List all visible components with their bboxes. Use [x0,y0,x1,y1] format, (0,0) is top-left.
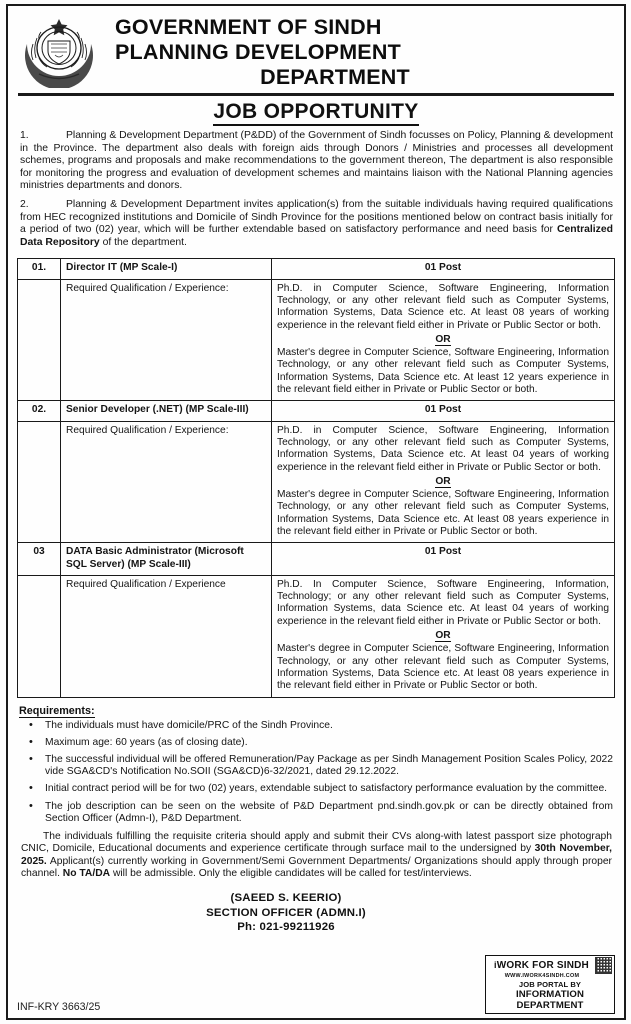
paragraph-1-text: Planning & Development Department (P&DD) of the Government of Sindh focusses on Policy, Planning & development in the Province. The department also deals with foreign aids through Donors / Ministries and processes all development schemes, programs and proposals and make recommendations to the government thereon, The department is also responsible for monitoring the progress and evaluation of development schemes and maintains liaison with the National Planning agencies ministries departments and donors. [20,130,613,192]
qualification-label: Required Qualification / Experience: [61,421,272,543]
qualification-label: Required Qualification / Experience: [61,279,272,401]
position-title: Director IT (MP Scale-I) [61,259,272,279]
job-portal-badge [485,955,615,1014]
position-index: 01. [18,259,61,279]
list-item: • The individuals must have domicile/PRC of the Sindh Province. [21,720,613,733]
position-posts: 01 Post [272,401,615,421]
or-label: OR [435,333,451,345]
portal-url: WWW.IWORK4SINDH.COM [504,973,580,979]
position-index: 02. [18,401,61,421]
document-header [17,11,615,90]
list-item: • The job description can be seen on the website of P&D Department pnd.sindh.gov.pk or can be directly obtained from Section Officer (Admn-I), P&D Department. [21,801,613,826]
paragraph-2-text-after: of the department. [99,236,187,248]
position-index-spacer [18,575,61,697]
qr-code-icon [595,957,612,974]
closing-part-3: will be admissible. Only the eligible candidates will be called for test/interviews. [110,868,472,880]
qualification-body [272,575,615,697]
signature-block [17,891,615,935]
signatory-designation: SECTION OFFICER (ADMN.I) [206,906,366,919]
qualification-body [272,421,615,543]
job-opportunity-banner [17,100,615,124]
paragraph-2-text-before: Planning & Development Department invites application(s) from the suitable individuals having required qualifications from HEC recognized institutions and Domicile of Sindh Province for the positions mentioned below on contract basis initially for a period of two (02) year, which will be further extendable based on satisfactory performance and need basis for [20,198,613,236]
positions-table [17,258,615,697]
or-label: OR [435,630,451,642]
inf-reference-number: INF-KRY 3663/25 [17,1001,101,1013]
or-separator [277,334,609,346]
or-label: OR [435,475,451,487]
table-row [18,401,615,421]
job-opportunity-title: JOB OPPORTUNITY [213,100,418,126]
qualification-phd: Ph.D. In Computer Science, Software Engineering, Information, Technology; or any other relevant field such as Computer Systems, Information Systems, data Science etc. At least 04 years of working experience in the relevant field either in Private or Public Sector or both. [277,578,609,627]
qualification-phd: Ph.D. in Computer Science, Software Engineering, Information Technology, or any other relevant field such as Computer Systems, Information Systems, Data Science etc. At least 08 years of working experience in the relevant field either in Private or Public Sector or both. [277,282,609,331]
portal-brand-text: WORK FOR SINDH [496,960,589,971]
or-separator [277,476,609,488]
header-line-2: PLANNING DEVELOPMENT [115,40,401,64]
intro-paragraph-2 [20,199,613,249]
portal-brand-prefix: i [494,960,497,970]
qualification-masters: Master's degree in Computer Science, Software Engineering, Information Technology, or any other relevant field such as Computer Systems, Information Systems, Data Science etc. At least 08 years experience in the relevant field either in Private or Public Sector or both. [277,643,609,692]
portal-brand-row [488,957,612,974]
position-posts: 01 Post [272,259,615,279]
centralized-data-repository-emphasis: Centralized Data Repository [20,224,613,248]
position-index-spacer [18,421,61,543]
closing-part-1: The individuals fulfilling the requisite criteria should apply and submit their CVs along-with latest passport size photograph CNIC, Domicile, Educational documents and experience certificate through surface mail to the undersigned by [21,830,612,855]
paragraph-2-number: 2. [20,198,29,210]
closing-part-2: Applicant(s) currently working in Government/Semi Government Departments/ Organizations should apply through proper channel. [21,855,612,880]
table-row [18,575,615,697]
qualification-masters: Master's degree in Computer Science, Software Engineering, Information Technology, or any other relevant field such as Computer Systems, Information Systems, Data Science etc. At least 08 years experience in the relevant field either in Private or Public Sector or both. [277,489,609,537]
requirements-heading-text: Requirements: [19,704,95,717]
position-title: DATA Basic Administrator (Microsoft SQL Server) (MP Scale-III) [61,543,272,576]
portal-brand [488,960,595,971]
application-instructions [21,831,612,881]
list-item: • Initial contract period will be for two (02) years, extendable subject to satisfactory performance evaluation by the committee. [21,783,613,796]
header-line-3: DEPARTMENT [260,65,410,89]
header-titles [101,13,615,90]
document-footer [17,955,615,1014]
qualification-label: Required Qualification / Experience [61,575,272,697]
closing-date: 30th November, 2025. [21,843,612,867]
position-posts: 01 Post [272,543,615,576]
qualification-phd: Ph.D. in Computer Science, Software Engineering, Information Technology, or any other relevant field such as Computer Systems, Information Systems, Data Science etc. At least 04 years of working experience in the relevant field either in Private or Public Sector or both. [277,424,609,473]
table-row [18,259,615,279]
list-item: • The successful individual will be offered Remuneration/Pay Package as per Sindh Management Position Scales Policy, 2022 vide SGA&CD's Notification No.SOII (SGA&CD)6-32/2021, dated 29.12.2022. [21,754,613,779]
requirements-list [17,720,615,826]
or-separator [277,630,609,642]
table-row [18,543,615,576]
sindh-government-emblem-icon [17,13,101,89]
position-index: 03 [18,543,61,576]
qualification-body [272,279,615,401]
requirements-heading [19,705,615,717]
list-item: • Maximum age: 60 years (as of closing date). [21,737,613,750]
position-index-spacer [18,279,61,401]
table-row [18,279,615,401]
intro-paragraph-1 [20,130,613,193]
signatory-phone: Ph: 021-99211926 [237,921,335,934]
position-title: Senior Developer (.NET) (MP Scale-III) [61,401,272,421]
paragraph-1-number: 1. [20,130,29,141]
header-divider [18,93,614,96]
no-ta-da-emphasis: No TA/DA [62,868,111,880]
portal-line-4: INFORMATION DEPARTMENT [515,989,585,1011]
qualification-masters: Master's degree in Computer Science, Software Engineering, Information Technology, or any other relevant field such as Computer Systems, Information Systems, Data Science etc. At least 12 years experience in the relevant field either in Private or Public Sector or both. [277,347,609,396]
header-line-1: GOVERNMENT OF SINDH [115,15,382,39]
page-frame [6,4,626,1020]
table-row [18,421,615,543]
portal-line-3: JOB PORTAL BY [518,980,582,989]
signatory-name: (SAEED S. KEERIO) [230,892,342,905]
